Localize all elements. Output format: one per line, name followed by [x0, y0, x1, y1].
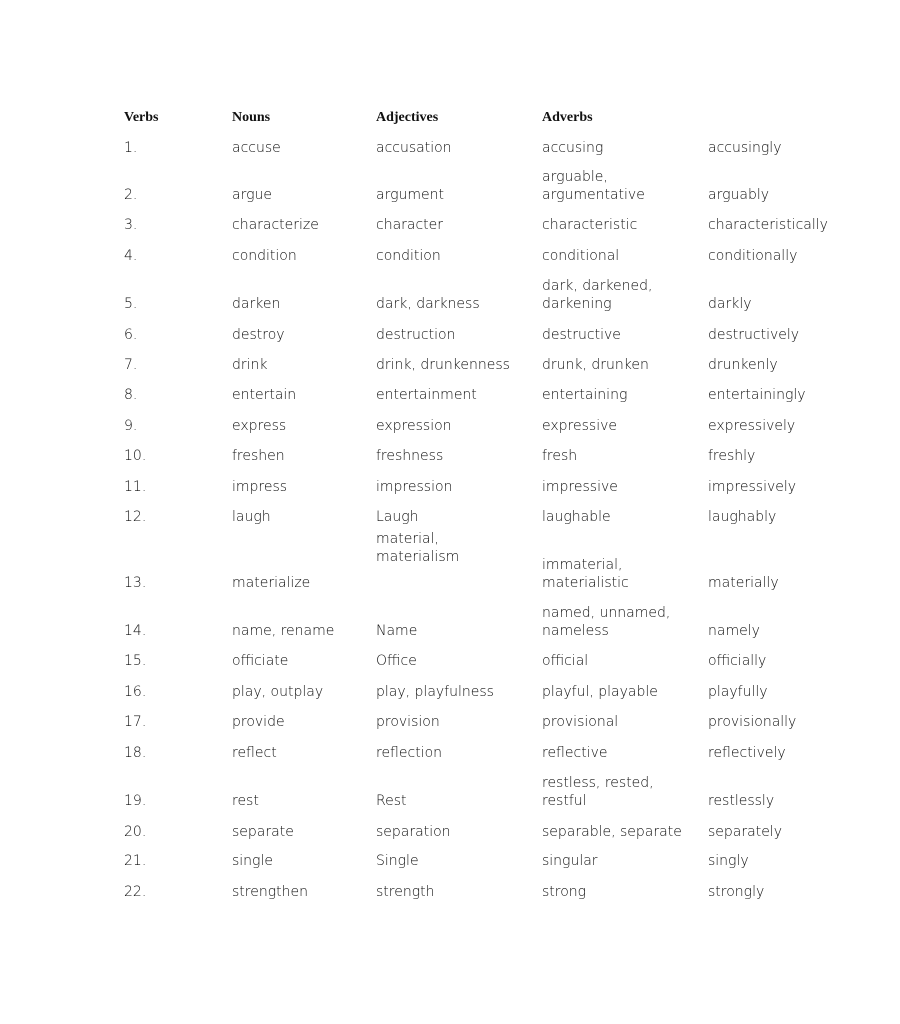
adjective-cell: accusing: [542, 140, 604, 156]
row-number: 5.: [124, 296, 138, 312]
row-number: 4.: [124, 248, 138, 264]
adjective-cell: laughable: [542, 509, 611, 525]
verb-cell: strengthen: [232, 884, 308, 900]
adjective-cell: restless, rested, restful: [542, 775, 654, 809]
adjective-cell: provisional: [542, 714, 619, 730]
adjective-cell: named, unnamed, nameless: [542, 605, 671, 639]
noun-cell: entertainment: [376, 387, 477, 403]
noun-cell: Single: [376, 853, 419, 869]
row-number: 14.: [124, 623, 147, 639]
verb-cell: impress: [232, 479, 288, 495]
adverb-cell: drunkenly: [708, 357, 778, 373]
noun-cell: material, materialism: [376, 531, 460, 565]
row-number: 22.: [124, 884, 147, 900]
adjective-cell: arguable, argumentative: [542, 169, 645, 203]
adverb-cell: separately: [708, 824, 782, 840]
noun-cell: character: [376, 217, 444, 233]
verb-cell: separate: [232, 824, 294, 840]
verb-cell: destroy: [232, 327, 285, 343]
noun-cell: provision: [376, 714, 440, 730]
verb-cell: freshen: [232, 448, 285, 464]
adjective-cell: characteristic: [542, 217, 638, 233]
row-number: 20.: [124, 824, 147, 840]
adverb-cell: materially: [708, 575, 779, 591]
noun-cell: destruction: [376, 327, 456, 343]
adjective-cell: immaterial, materialistic: [542, 557, 629, 591]
row-number: 15.: [124, 653, 147, 669]
row-number: 18.: [124, 745, 147, 761]
noun-cell: dark, darkness: [376, 296, 480, 312]
adverb-cell: singly: [708, 853, 749, 869]
adjective-cell: entertaining: [542, 387, 628, 403]
table-row: [0, 841, 900, 901]
adjective-cell: singular: [542, 853, 598, 869]
verb-cell: entertain: [232, 387, 297, 403]
adjective-cell: official: [542, 653, 589, 669]
adjective-cell: impressive: [542, 479, 618, 495]
row-number: 9.: [124, 418, 138, 434]
noun-cell: strength: [376, 884, 435, 900]
row-number: 17.: [124, 714, 147, 730]
adverb-cell: playfully: [708, 684, 768, 700]
row-number: 12.: [124, 509, 147, 525]
table-row: [0, 466, 900, 526]
noun-cell: play, playfulness: [376, 684, 494, 700]
verb-cell: characterize: [232, 217, 319, 233]
row-number: 21.: [124, 853, 147, 869]
adjective-cell: expressive: [542, 418, 617, 434]
verb-cell: condition: [232, 248, 297, 264]
adverb-cell: laughably: [708, 509, 777, 525]
noun-cell: reflection: [376, 745, 443, 761]
noun-cell: Laugh: [376, 509, 419, 525]
row-number: 7.: [124, 357, 138, 373]
verb-cell: reflect: [232, 745, 277, 761]
noun-cell: freshness: [376, 448, 444, 464]
adjective-cell: reflective: [542, 745, 608, 761]
row-number: 1.: [124, 140, 138, 156]
verb-cell: drink: [232, 357, 268, 373]
verb-cell: accuse: [232, 140, 281, 156]
adjective-cell: strong: [542, 884, 587, 900]
adverb-cell: provisionally: [708, 714, 797, 730]
verb-cell: rest: [232, 793, 259, 809]
verb-cell: provide: [232, 714, 285, 730]
noun-cell: separation: [376, 824, 451, 840]
adverb-cell: impressively: [708, 479, 797, 495]
header-adjectives: Adjectives: [376, 110, 439, 125]
row-number: 11.: [124, 479, 147, 495]
verb-cell: name, rename: [232, 623, 335, 639]
header-verbs: Verbs: [124, 110, 159, 125]
adverb-cell: destructively: [708, 327, 800, 343]
adverb-cell: reflectively: [708, 745, 786, 761]
verb-cell: darken: [232, 296, 281, 312]
adverb-cell: characteristically: [708, 217, 828, 233]
row-number: 10.: [124, 448, 147, 464]
row-number: 19.: [124, 793, 147, 809]
noun-cell: argument: [376, 187, 444, 203]
adverb-cell: entertainingly: [708, 387, 806, 403]
verb-cell: laugh: [232, 509, 271, 525]
noun-cell: accusation: [376, 140, 452, 156]
adjective-cell: destructive: [542, 327, 621, 343]
noun-cell: Office: [376, 653, 417, 669]
adverb-cell: expressively: [708, 418, 796, 434]
row-number: 16.: [124, 684, 147, 700]
row-number: 6.: [124, 327, 138, 343]
adjective-cell: fresh: [542, 448, 578, 464]
adverb-cell: strongly: [708, 884, 765, 900]
adverb-cell: restlessly: [708, 793, 775, 809]
row-number: 8.: [124, 387, 138, 403]
adverb-cell: conditionally: [708, 248, 798, 264]
adjective-cell: separable, separate: [542, 824, 682, 840]
adjective-cell: playful, playable: [542, 684, 658, 700]
row-number: 13.: [124, 575, 147, 591]
adverb-cell: arguably: [708, 187, 770, 203]
noun-cell: drink, drunkenness: [376, 357, 510, 373]
adverb-cell: darkly: [708, 296, 752, 312]
noun-cell: condition: [376, 248, 441, 264]
adverb-cell: freshly: [708, 448, 756, 464]
adverb-cell: accusingly: [708, 140, 782, 156]
noun-cell: Rest: [376, 793, 407, 809]
noun-cell: impression: [376, 479, 453, 495]
verb-cell: materialize: [232, 575, 311, 591]
verb-cell: express: [232, 418, 287, 434]
header-nouns: Nouns: [232, 110, 271, 125]
verb-cell: single: [232, 853, 273, 869]
verb-cell: play, outplay: [232, 684, 324, 700]
header-adverbs: Adverbs: [542, 110, 593, 125]
adjective-cell: conditional: [542, 248, 620, 264]
adverb-cell: namely: [708, 623, 760, 639]
noun-cell: expression: [376, 418, 452, 434]
row-number: 2.: [124, 187, 138, 203]
adjective-cell: dark, darkened, darkening: [542, 278, 653, 312]
verb-cell: argue: [232, 187, 272, 203]
verb-cell: officiate: [232, 653, 289, 669]
noun-cell: Name: [376, 623, 418, 639]
row-number: 3.: [124, 217, 138, 233]
adverb-cell: officially: [708, 653, 767, 669]
adjective-cell: drunk, drunken: [542, 357, 649, 373]
